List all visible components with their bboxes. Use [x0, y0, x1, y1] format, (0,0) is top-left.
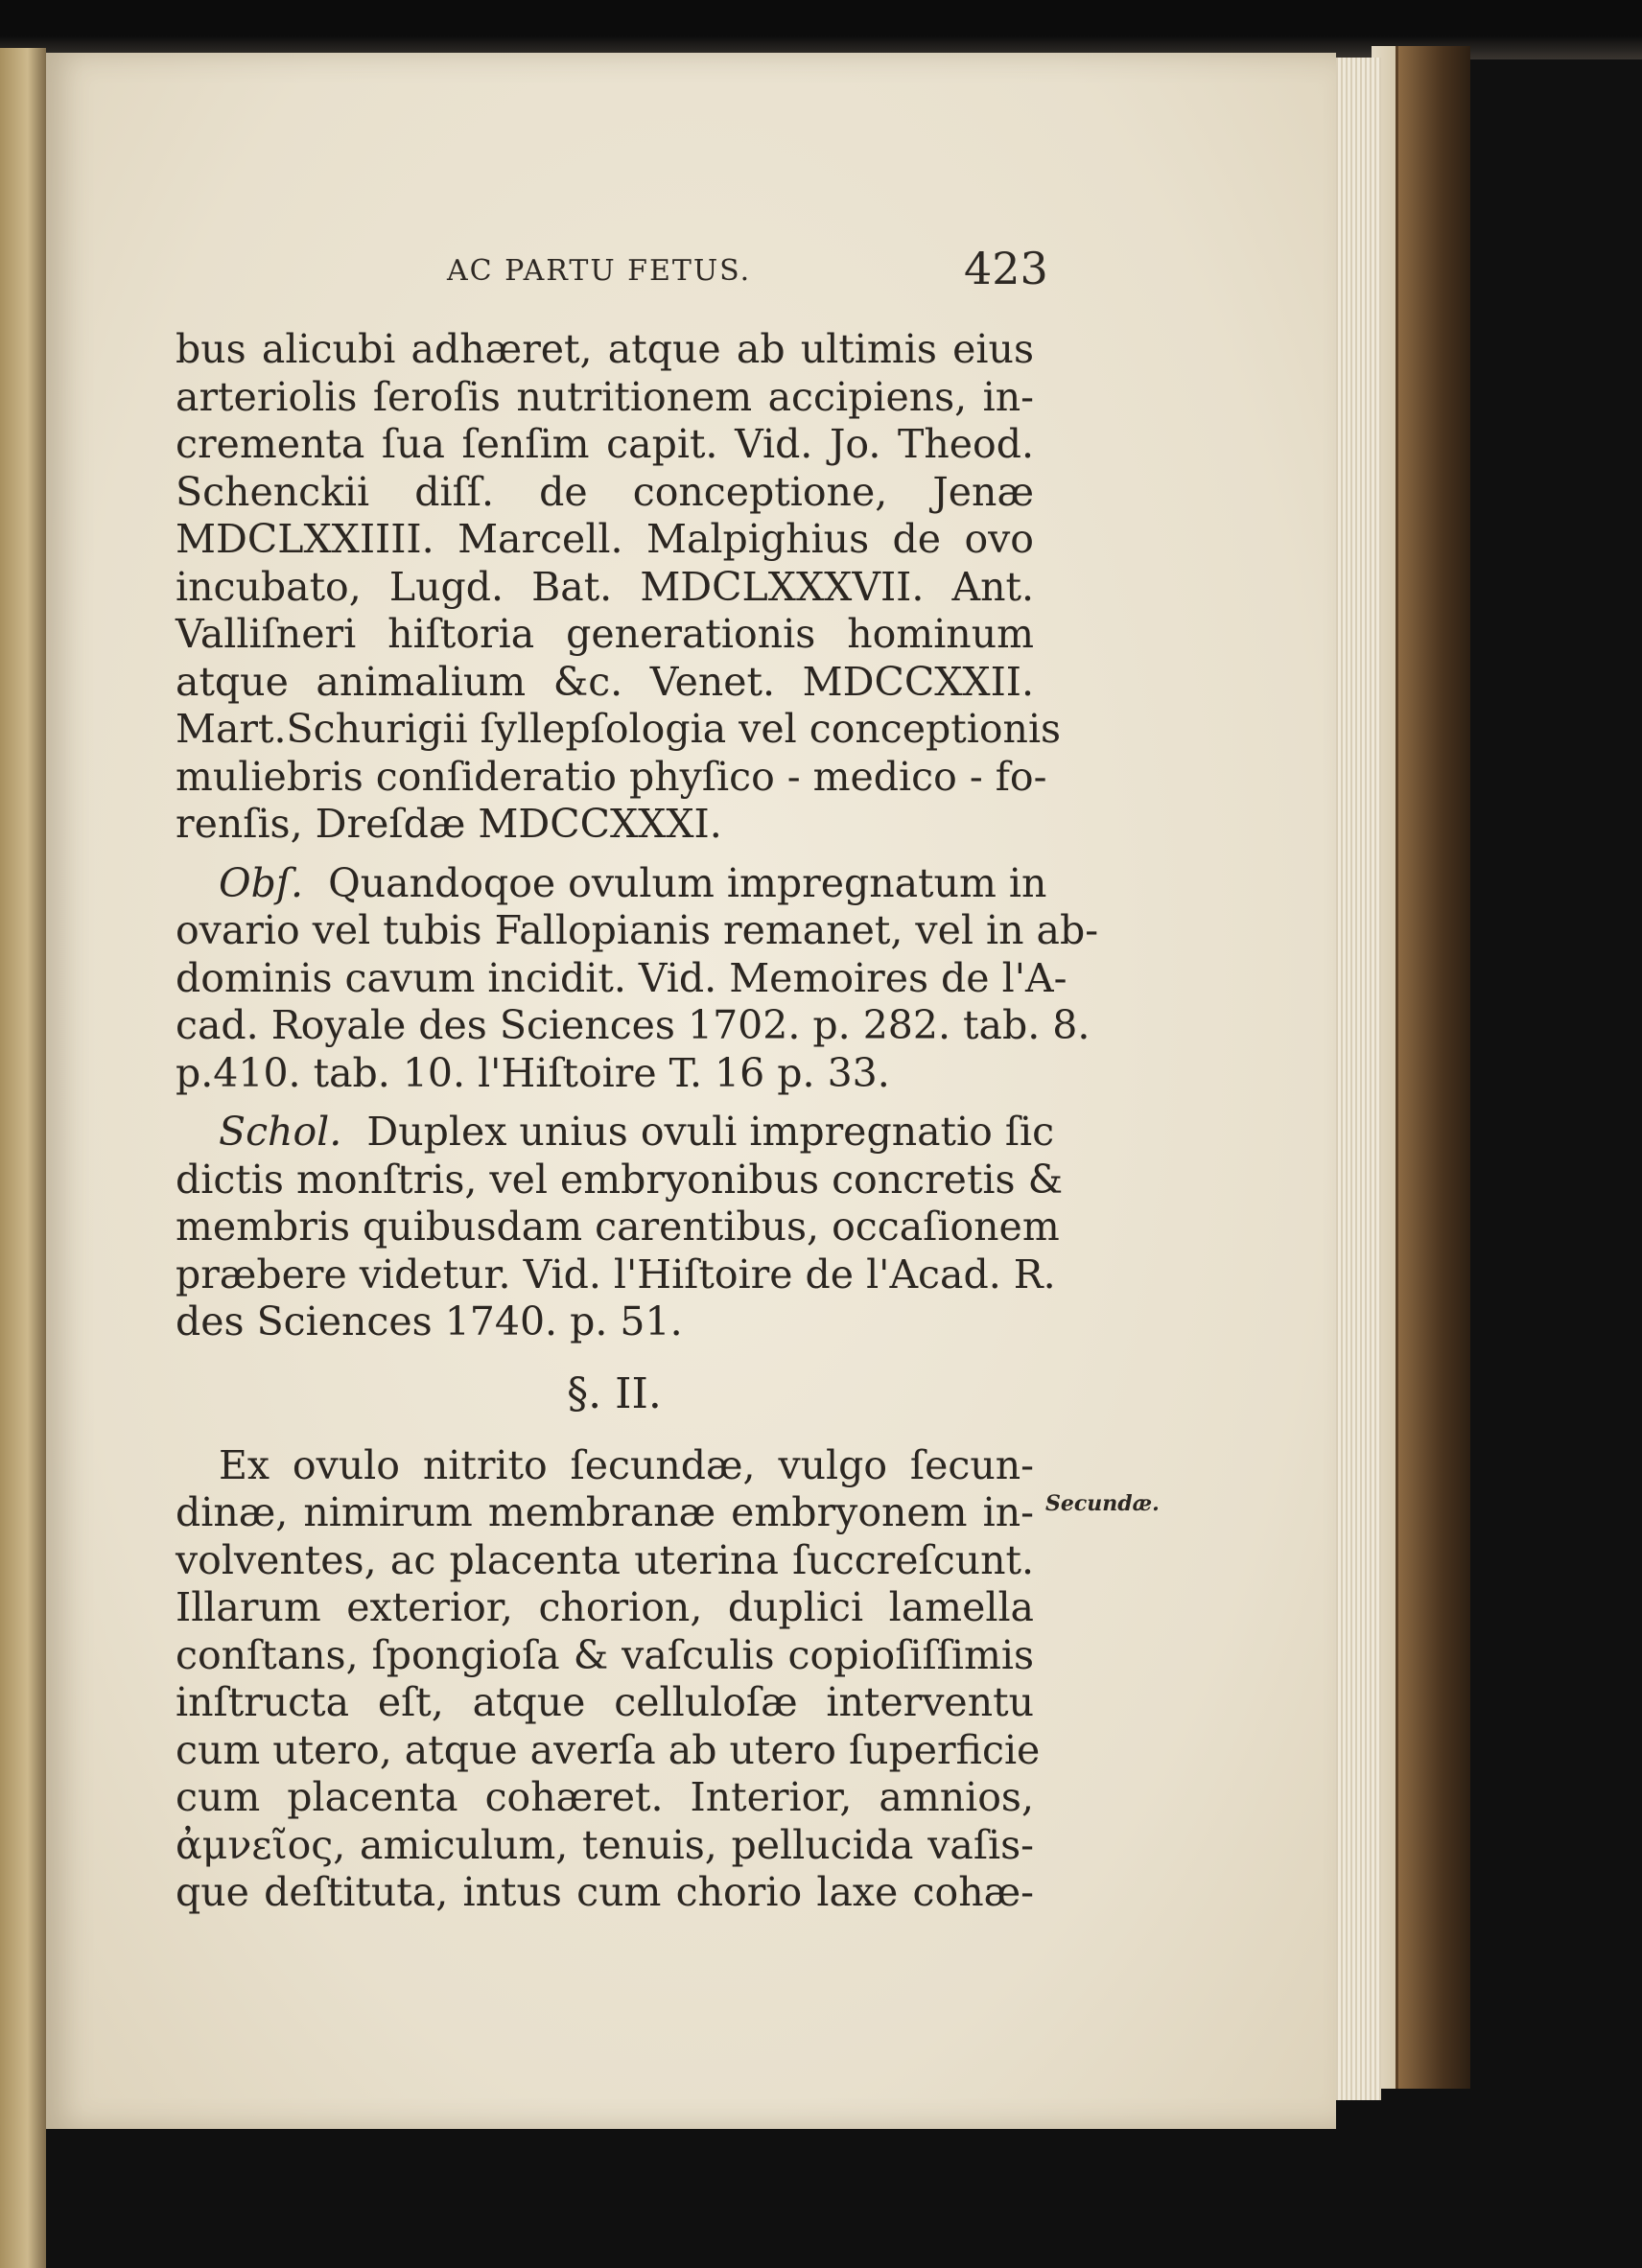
text-line: dominis cavum incidit. Vid. Memoires de l'A- — [176, 954, 1067, 1001]
text-line: bus alicubi adhæret, atque ab ultimis eius — [176, 326, 1034, 372]
text-line: arteriolis ſeroſis nutritionem accipiens, in- — [176, 373, 1034, 420]
text-line: membris quibusdam carentibus, occaſionem — [176, 1204, 1060, 1250]
section-heading: §. II. — [567, 1368, 662, 1418]
adjacent-page-edge — [0, 48, 46, 2268]
body-text — [176, 326, 1099, 1917]
text-line: Quandoqoe ovulum impregnatum in — [328, 859, 1047, 906]
text-line: Valliſneri hiſtoria generationis hominum — [176, 611, 1034, 657]
text-line: renſis, Dreſdæ MDCCXXXI. — [176, 801, 722, 847]
text-line: conſtans, ſpongioſa & vaſculis copioſiſſimis — [176, 1631, 1034, 1678]
text-line: volventes, ac placenta uterina ſuccreſcunt. — [176, 1536, 1034, 1583]
text-line: incubato, Lugd. Bat. MDCLXXXVII. Ant. — [176, 563, 1034, 610]
running-head: AC PARTU FETUS. — [447, 254, 752, 288]
book-page — [46, 53, 1336, 2129]
spacer — [176, 1097, 1034, 1109]
text-line: ovario vel tubis Fallopianis remanet, vel in ab- — [176, 907, 1099, 953]
text-line: crementa ſua ſenſim capit. Vid. Jo. Theod. — [176, 421, 1034, 467]
text-line: Duplex unius ovuli impregnatio ſic — [366, 1109, 1055, 1155]
text-line: MDCLXXIIII. Marcell. Malpighius de ovo — [176, 516, 1034, 562]
text-line: cum utero, atque averſa ab utero ſuperficie — [176, 1726, 1041, 1773]
text-line: præbere videtur. Vid. l'Hiſtoire de l'Acad. R. — [176, 1251, 1056, 1298]
text-line: cum placenta cohæret. Interior, amnios, — [176, 1774, 1034, 1820]
text-line: que deſtituta, intus cum chorio laxe cohæ- — [176, 1869, 1034, 1915]
page-number: 423 — [964, 243, 1048, 294]
text-line: inſtructa eſt, atque celluloſæ interventu — [176, 1679, 1034, 1725]
margin-note: Secundæ. — [1045, 1491, 1160, 1516]
text-line: ἀμνεῖος, amiculum, tenuis, pellucida vaſis- — [176, 1821, 1034, 1868]
text-line: des Sciences 1740. p. 51. — [176, 1298, 683, 1344]
spacer — [176, 849, 1034, 860]
text-line: cad. Royale des Sciences 1702. p. 282. tab. 8. — [176, 1002, 1091, 1048]
scholion-first-line — [176, 1109, 1055, 1157]
scholion-label: Schol. — [219, 1109, 342, 1155]
text-line: muliebris conſideratio phyſico - medico - fo- — [176, 753, 1047, 800]
text-line: dictis monſtris, vel embryonibus concretis & — [176, 1156, 1064, 1203]
book-spine — [1396, 46, 1470, 2089]
text-line: Mart.Schurigii ſyllepſologia vel conceptionis — [176, 706, 1062, 752]
text-line: Schenckii diſſ. de conceptione, Jenæ — [176, 468, 1034, 515]
text-line: Ex ovulo nitrito ſecundæ, vulgo ſecun- — [219, 1441, 1034, 1488]
observation-label: Obſ. — [219, 859, 304, 906]
text-line: dinæ, nimirum membranæ embryonem in- — [176, 1489, 1034, 1535]
text-line: atque animalium &c. Venet. MDCCXXII. — [176, 658, 1034, 705]
text-line: Illarum exterior, chorion, duplici lamella — [176, 1584, 1034, 1630]
observation-first-line — [176, 859, 1047, 908]
text-line: p.410. tab. 10. l'Hiſtoire T. 16 p. 33. — [176, 1049, 890, 1096]
